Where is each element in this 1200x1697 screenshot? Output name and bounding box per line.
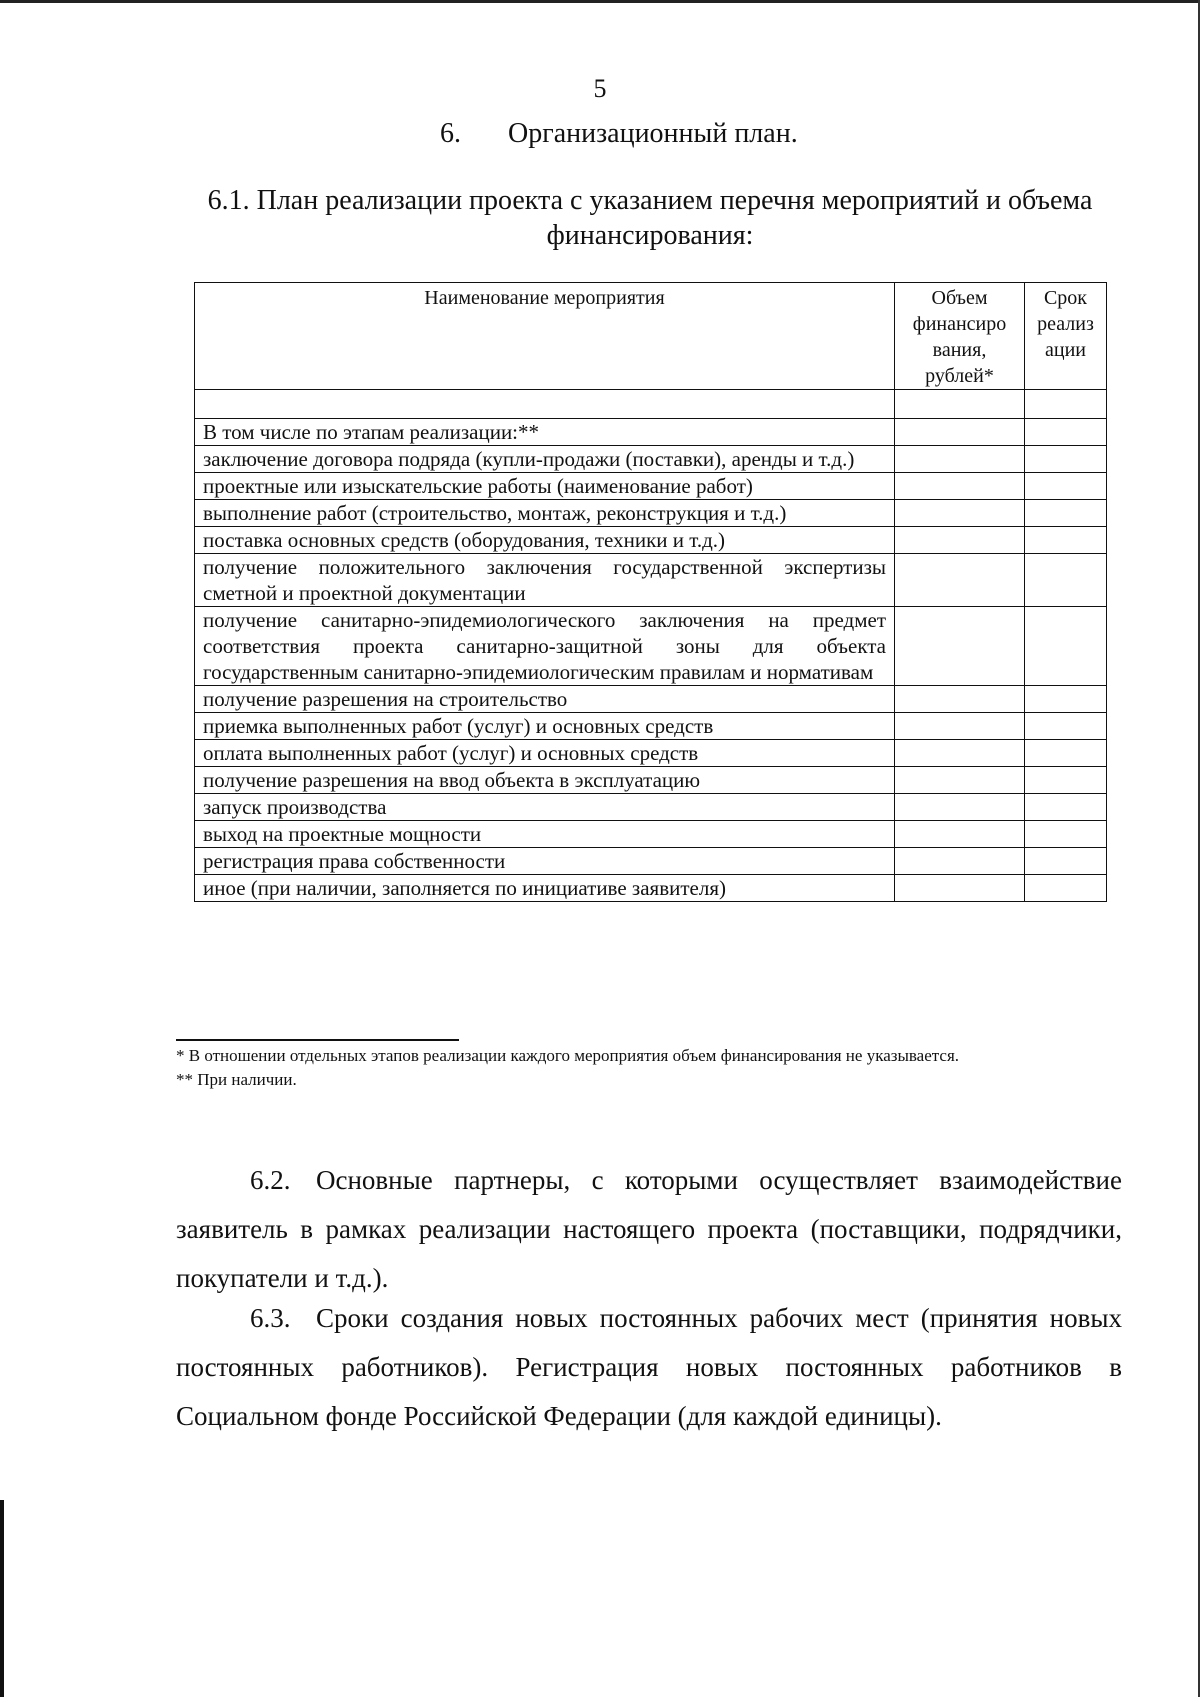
paragraph-6-3: [176, 1294, 1122, 1441]
subsection-title-line1: 6.1. План реализации проекта с указанием перечня мероприятий и объема: [207, 185, 1093, 216]
row-funding: [895, 446, 1025, 473]
header-funding: Объем финансиро вания, рублей*: [895, 283, 1025, 390]
section-number: 6.: [440, 118, 461, 149]
row-funding: [895, 821, 1025, 848]
page-edge-top: [0, 0, 1200, 3]
row-funding: [895, 686, 1025, 713]
row-term: [1025, 875, 1107, 902]
table-row: [195, 713, 1107, 740]
row-name: получение разрешения на строительство: [195, 686, 895, 713]
paragraph-6-3-number: 6.3.: [250, 1303, 291, 1333]
table-row: [195, 848, 1107, 875]
paragraph-6-3-text: Сроки создания новых постоянных рабочих мест (принятия новых постоянных работников). Регистрация новых постоянных работников в Социальном фонде Российской Федерации (для каждой единицы).: [176, 1303, 1122, 1431]
row-term: [1025, 821, 1107, 848]
page-edge-left: [0, 1500, 4, 1697]
row-term: [1025, 713, 1107, 740]
paragraph-6-2-number: 6.2.: [250, 1165, 291, 1195]
table-header-row: [195, 283, 1107, 390]
row-name: иное (при наличии, заполняется по инициативе заявителя): [195, 875, 895, 902]
row-name: приемка выполненных работ (услуг) и основных средств: [195, 713, 895, 740]
row-term: [1025, 794, 1107, 821]
header-term: Срок реализ ации: [1025, 283, 1107, 390]
row-term: [1025, 473, 1107, 500]
row-name: получение санитарно-эпидемиологического заключения на предмет соответствия проекта санитарно-защитной зоны для объекта государственным санитарно-эпидемиологическим правилам и нормативам: [195, 607, 895, 686]
row-term: [1025, 686, 1107, 713]
table-row: [195, 390, 1107, 419]
row-name: [195, 390, 895, 419]
row-funding: [895, 607, 1025, 686]
paragraph-6-2-text: Основные партнеры, с которыми осуществляет взаимодействие заявитель в рамках реализации настоящего проекта (поставщики, подрядчики, покупатели и т.д.).: [176, 1165, 1122, 1293]
row-funding: [895, 875, 1025, 902]
row-funding: [895, 713, 1025, 740]
row-name: получение разрешения на ввод объекта в эксплуатацию: [195, 767, 895, 794]
table-row: [195, 821, 1107, 848]
table-row: [195, 527, 1107, 554]
row-name: регистрация права собственности: [195, 848, 895, 875]
table-row: [195, 473, 1107, 500]
table-row: [195, 419, 1107, 446]
footnote-separator: [176, 1039, 459, 1041]
row-name: В том числе по этапам реализации:**: [195, 419, 895, 446]
row-name: проектные или изыскательские работы (наименование работ): [195, 473, 895, 500]
table-row: [195, 500, 1107, 527]
footnote-2: ** При наличии.: [176, 1070, 297, 1089]
section-title-text: Организационный план.: [508, 118, 798, 149]
row-term: [1025, 554, 1107, 607]
table-row: [195, 875, 1107, 902]
paragraph-6-2: [176, 1156, 1122, 1303]
plan-table: [194, 282, 1107, 902]
row-term: [1025, 527, 1107, 554]
row-term: [1025, 740, 1107, 767]
row-term: [1025, 607, 1107, 686]
table-row: [195, 446, 1107, 473]
row-name: поставка основных средств (оборудования, техники и т.д.): [195, 527, 895, 554]
row-term: [1025, 848, 1107, 875]
table-row: [195, 686, 1107, 713]
row-name: получение положительного заключения государственной экспертизы сметной и проектной документации: [195, 554, 895, 607]
table-row: [195, 767, 1107, 794]
row-name: запуск производства: [195, 794, 895, 821]
subsection-title: [190, 183, 1110, 253]
row-funding: [895, 554, 1025, 607]
table-row: [195, 794, 1107, 821]
row-funding: [895, 473, 1025, 500]
row-term: [1025, 390, 1107, 419]
row-term: [1025, 767, 1107, 794]
header-name: Наименование мероприятия: [195, 283, 895, 390]
row-name: заключение договора подряда (купли-продажи (поставки), аренды и т.д.): [195, 446, 895, 473]
row-funding: [895, 767, 1025, 794]
row-name: выполнение работ (строительство, монтаж, реконструкция и т.д.): [195, 500, 895, 527]
table-row: [195, 554, 1107, 607]
row-name: выход на проектные мощности: [195, 821, 895, 848]
row-funding: [895, 740, 1025, 767]
row-funding: [895, 390, 1025, 419]
table-row: [195, 740, 1107, 767]
row-term: [1025, 500, 1107, 527]
table-row: [195, 607, 1107, 686]
section-title: [440, 118, 798, 150]
row-funding: [895, 419, 1025, 446]
page-number: 5: [593, 74, 607, 103]
row-term: [1025, 419, 1107, 446]
row-name: оплата выполненных работ (услуг) и основных средств: [195, 740, 895, 767]
subsection-title-line2: финансирования:: [546, 220, 754, 251]
footnotes: [176, 1044, 1122, 1092]
row-term: [1025, 446, 1107, 473]
row-funding: [895, 500, 1025, 527]
row-funding: [895, 848, 1025, 875]
footnote-1: * В отношении отдельных этапов реализации каждого мероприятия объем финансирования не указывается.: [176, 1046, 960, 1065]
row-funding: [895, 527, 1025, 554]
row-funding: [895, 794, 1025, 821]
